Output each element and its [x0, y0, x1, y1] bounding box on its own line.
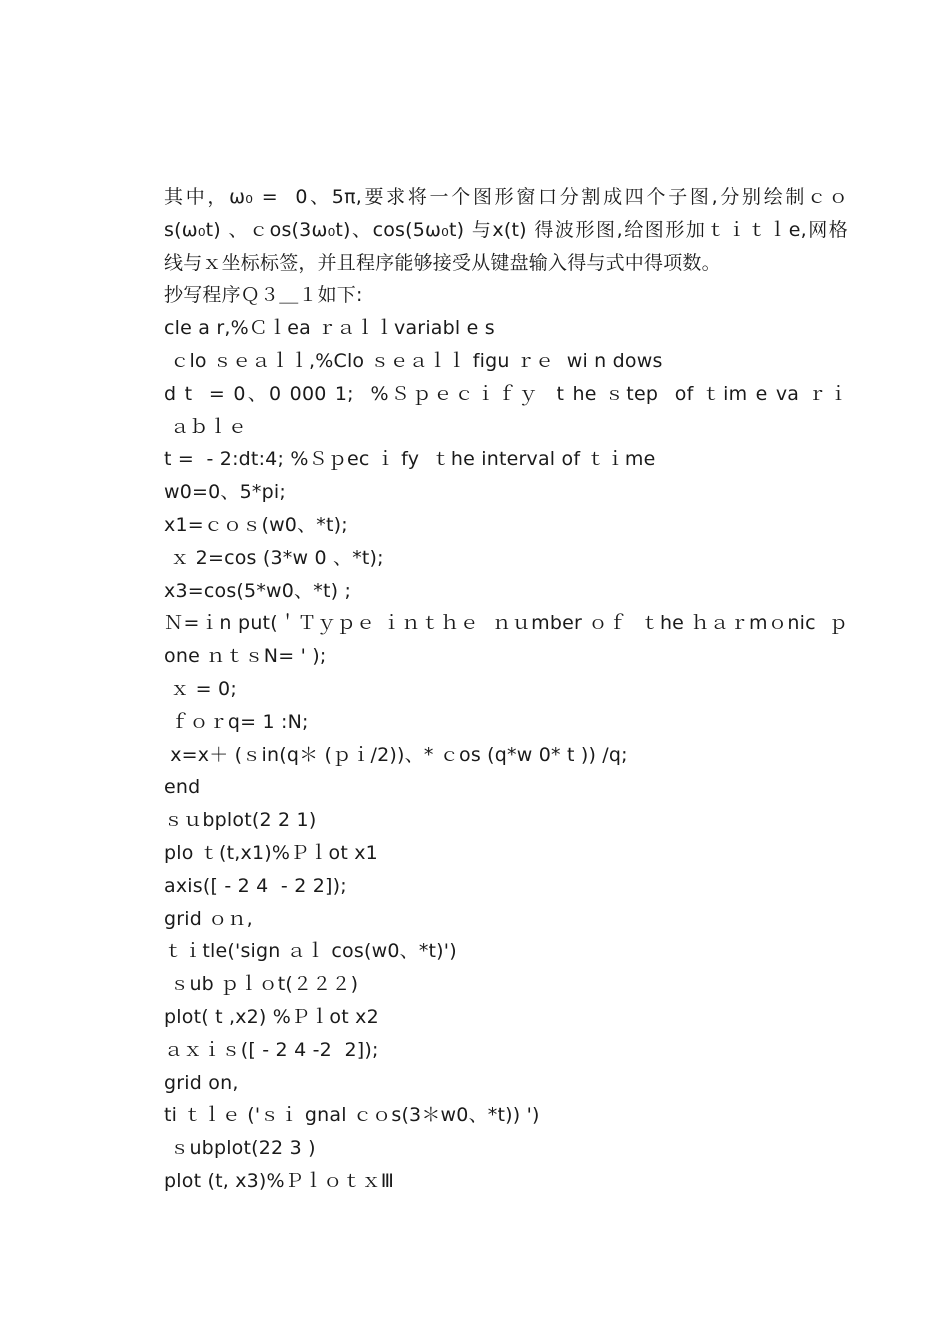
code-line: end: [164, 776, 201, 799]
code-line: plo ｔ(t,x1)%Ｐｌot x1: [164, 841, 378, 864]
code-line: w0=0、5*pi;: [164, 481, 286, 504]
code-line: ｓub ｐｌｏt(２２２): [164, 973, 359, 996]
code-line: ｃlo ｓｅａｌｌ,%Clo ｓｅａｌｌ figu ｒｅ wi n dows: [164, 349, 663, 372]
code-line: plot( t ,x2) %Ｐｌot x2: [164, 1005, 379, 1028]
code-line: cle a r,%Ｃｌea ｒａｌｌvariabl e s: [164, 317, 495, 340]
code-line: ｘ 2=cos (3*w 0 、*t);: [164, 546, 384, 569]
code-line: ti ｔｌｅ ('ｓｉ gnal ｃｏs(3＊w0、*t)) '): [164, 1104, 540, 1127]
document-body: [164, 181, 848, 1198]
code-line: ａｘｉｓ([ - 2 4 -2 2]);: [164, 1038, 379, 1061]
intro-line: 线与ｘ坐标标签，并且程序能够接受从键盘输入得与式中得项数。: [164, 251, 721, 274]
code-listing: [164, 312, 848, 1198]
code-line: axis([ - 2 4 - 2 2]);: [164, 874, 347, 897]
code-line: ｓubplot(22 3 ): [164, 1137, 316, 1160]
intro-line: 其中，ω₀ = 0、5π,要求将一个图形窗口分割成四个子图,分别绘制ｃｏ: [164, 186, 848, 208]
code-line: t = - 2:dt:4; %Ｓｐec ｉ fy ｔhe interval of ｔｉme: [164, 448, 656, 471]
code-line: x=x＋ (ｓin(q＊ (ｐｉ/2))、* ｃos (q*w 0* t )) /q;: [164, 743, 628, 766]
code-line: ｔｉtle('sign ａｌ cos(w0、*t)'): [164, 940, 457, 963]
code-line: plot (t, x3)%ＰｌｏｔｘⅢ: [164, 1169, 395, 1192]
code-line: x1=ｃｏｓ(w0、*t);: [164, 513, 348, 536]
intro-line: 抄写程序Ｑ３＿１如下:: [164, 284, 363, 307]
code-line: ａｂｌｅ: [164, 415, 248, 438]
code-line: grid on,: [164, 1071, 239, 1094]
code-line: ｓｕbplot(2 2 1): [164, 809, 317, 832]
code-line: ｆｏｒq= 1 :N;: [164, 710, 309, 733]
code-line: Ｎ=ｉn put(＇Ｔｙｐｅ ｉｎｔｈｅ ｎｕmber ｏｆ ｔhe ｈａｒmｏnic ｐ: [164, 612, 848, 635]
code-line: ｘ = 0;: [164, 677, 237, 700]
code-line: x3=cos(5*w0、*t) ;: [164, 579, 352, 602]
intro-paragraph: [164, 181, 848, 312]
code-line: d t = 0、0 000 1; %Ｓｐｅｃｉｆｙ t he ｓtep of ｔim e va ｒｉ: [164, 382, 848, 405]
intro-line: s(ω₀t) 、ｃos(3ω₀t)、cos(5ω₀t) 与x(t) 得波形图,给图形加ｔｉｔｌe,网格: [164, 218, 848, 241]
code-line: one ｎｔｓN= ' );: [164, 645, 327, 668]
code-line: grid ｏｎ,: [164, 907, 253, 930]
